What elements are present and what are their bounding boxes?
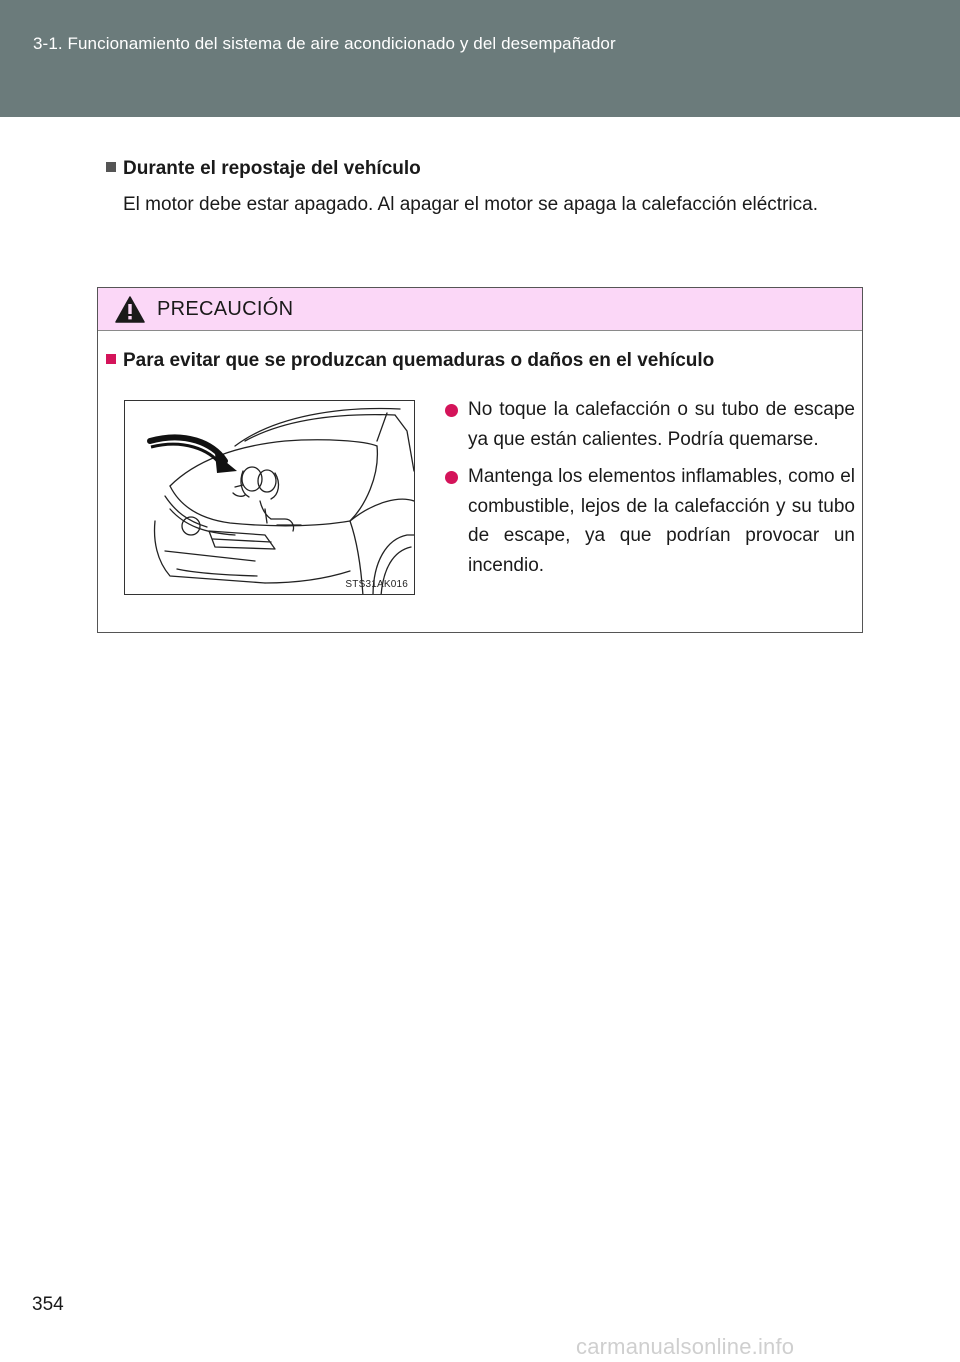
caution-bullet-list [443,395,855,588]
header-band [0,0,960,117]
caution-subheading-text: Para evitar que se produzcan quemaduras o daños en el vehículo [123,350,715,371]
figure-code: STS31AK016 [345,579,408,590]
section-heading [106,158,421,180]
heater-illustration [124,400,415,595]
car-hood-drawing [125,401,415,595]
bullet-text: Mantenga los elementos inflamables, como el combustible, lejos de la calefacción y su tubo de escape, ya que podrían provocar un incendio. [468,466,855,576]
watermark: carmanualsonline.info [576,1334,795,1359]
round-bullet-icon [445,471,458,484]
page-number: 354 [32,1294,64,1315]
warning-triangle-icon [115,296,145,323]
list-item [443,395,855,454]
caution-header [98,288,862,331]
section-body: El motor debe estar apagado. Al apagar el motor se apaga la calefacción eléctrica. [123,194,818,215]
caution-title: PRECAUCIÓN [157,298,294,320]
square-bullet-icon [106,354,116,364]
round-bullet-icon [445,404,458,417]
chapter-title: 3-1. Funcionamiento del sistema de aire acondicionado y del desempañador [33,34,616,53]
square-bullet-icon [106,162,116,172]
caution-box [97,287,863,633]
caution-subheading [106,350,714,372]
section-heading-text: Durante el repostaje del vehículo [123,158,421,179]
list-item [443,462,855,580]
bullet-text: No toque la calefacción o su tubo de escape ya que están calientes. Podría quemarse. [468,399,855,450]
